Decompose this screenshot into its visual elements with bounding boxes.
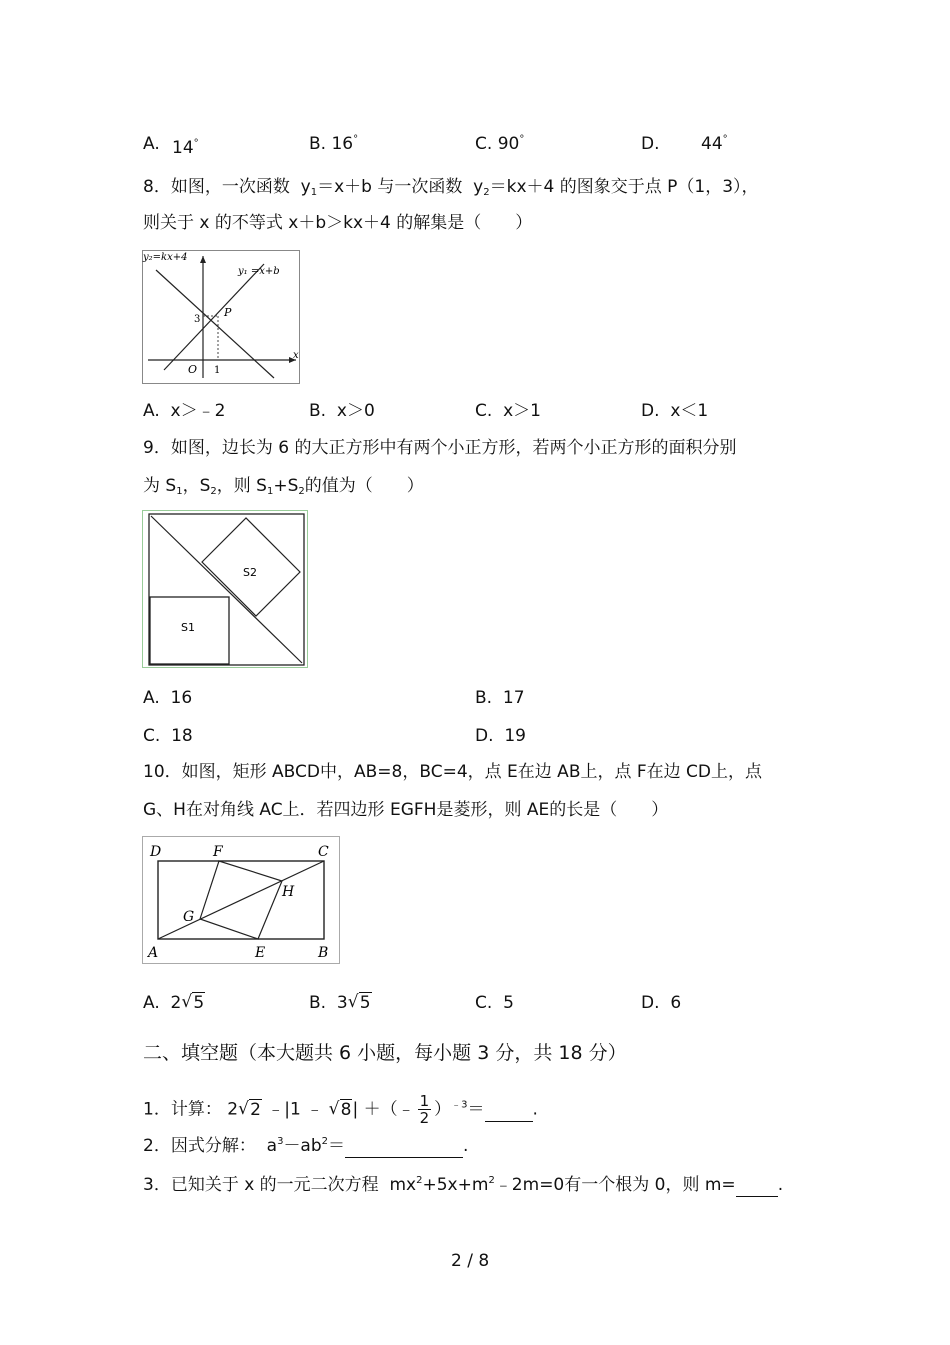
vertex-b: B: [318, 945, 329, 961]
sqrt-symbol: √ 2: [238, 1098, 261, 1120]
q7-option-d: D.: [641, 134, 660, 154]
y-tick-3: 3: [194, 314, 201, 325]
origin-label: O: [188, 363, 198, 376]
section-title: 二、填空题（本大题共 6 小题，每小题 3 分，共 18 分）: [143, 1042, 627, 1064]
vertex-c: C: [318, 844, 329, 860]
q10-stem-line2: G、H在对角线 AC上．若四边形 EGFH是菱形，则 AE的长是（ ）: [143, 800, 669, 820]
answer-blank[interactable]: [345, 1135, 463, 1158]
q10-stem-line1: 10．如图，矩形 ABCD中，AB=8，BC=4，点 E在边 AB上，点 F在边 CD上，点: [143, 762, 763, 782]
q9-stem-line2: 为 $S_1$，$S_2$，则 $S_1+S_2$的值为（ ）: [143, 476, 424, 497]
q10-option-c: C. 5: [475, 993, 514, 1013]
fill-question-2: 2．因式分解： $a^3-ab^2=$ .: [143, 1136, 469, 1156]
point-p-label: P: [224, 306, 232, 319]
q7-option-b: B. 16°: [309, 134, 359, 154]
q9-option-a: A. 16: [143, 688, 193, 708]
answer-blank[interactable]: [485, 1099, 533, 1122]
q9-squares-figure: [142, 510, 308, 668]
fraction: $\frac{1}{2}$: [419, 1092, 430, 1127]
page-number: 2 / 8: [451, 1251, 490, 1271]
q8-option-d: D. x＜1: [641, 401, 709, 421]
q8-option-b: B. x＞0: [309, 401, 375, 421]
q9-option-d: D. 19: [475, 726, 526, 746]
vertex-a: A: [148, 945, 159, 961]
fill-question-3: 3．已知关于 x 的一元二次方程 $mx^2+5x+m^2﹣2m=0$有一个根为 0，则 m= .: [143, 1175, 784, 1195]
q8-graph-figure: [142, 250, 300, 384]
q10-option-a: A. 2 √ 5: [143, 992, 205, 1013]
q9-option-b: B. 17: [475, 688, 525, 708]
s2-label: S2: [243, 566, 257, 579]
y2-line-label: y₂=kx+4: [143, 252, 188, 263]
x-axis-label: x: [293, 350, 299, 361]
vertex-f: F: [213, 844, 223, 860]
sqrt-symbol: √ 8: [328, 1098, 352, 1120]
sqrt-symbol: √ 5: [347, 992, 371, 1013]
q8-stem-line1: 8．如图，一次函数 $y_1=x+b$ 与一次函数 $y_2=kx+4$ 的图象交于点 P（1，3），: [143, 177, 759, 198]
s1-label: S1: [181, 621, 195, 634]
answer-blank[interactable]: [736, 1174, 778, 1197]
q10-rectangle-figure: [142, 836, 340, 964]
q9-stem-line1: 9．如图，边长为 6 的大正方形中有两个小正方形，若两个小正方形的面积分别: [143, 438, 737, 458]
option-label: A.: [143, 134, 160, 154]
vertex-g: G: [183, 909, 195, 925]
q10-option-d: D. 6: [641, 993, 682, 1013]
q8-stem-line2: 则关于 x 的不等式 x＋b＞kx＋4 的解集是（ ）: [143, 213, 533, 233]
y1-line-label: y₁ =x+b: [238, 266, 280, 277]
q7-option-a: [143, 133, 160, 155]
x-tick-1: 1: [214, 365, 221, 376]
q10-option-b: B. 3 √ 5: [309, 992, 371, 1013]
vertex-e: E: [255, 945, 266, 961]
q9-option-c: C. 18: [143, 726, 193, 746]
q7-option-a-value: 14°: [172, 138, 199, 158]
q8-option-a: A. x＞﹣2: [143, 401, 226, 421]
fill-question-1: 1．计算： 2 √ 2 ﹣|1 ﹣ √ 8| ＋（﹣ $\frac{1}{2}$ ）$^{﹣3}$＝ .: [143, 1092, 538, 1127]
vertex-d: D: [150, 844, 162, 860]
vertex-h: H: [282, 884, 295, 900]
q8-option-c: C. x＞1: [475, 401, 541, 421]
q7-option-c: C. 90°: [475, 134, 525, 154]
q7-option-d-value: 44°: [701, 134, 728, 154]
sqrt-symbol: √ 5: [181, 992, 205, 1013]
